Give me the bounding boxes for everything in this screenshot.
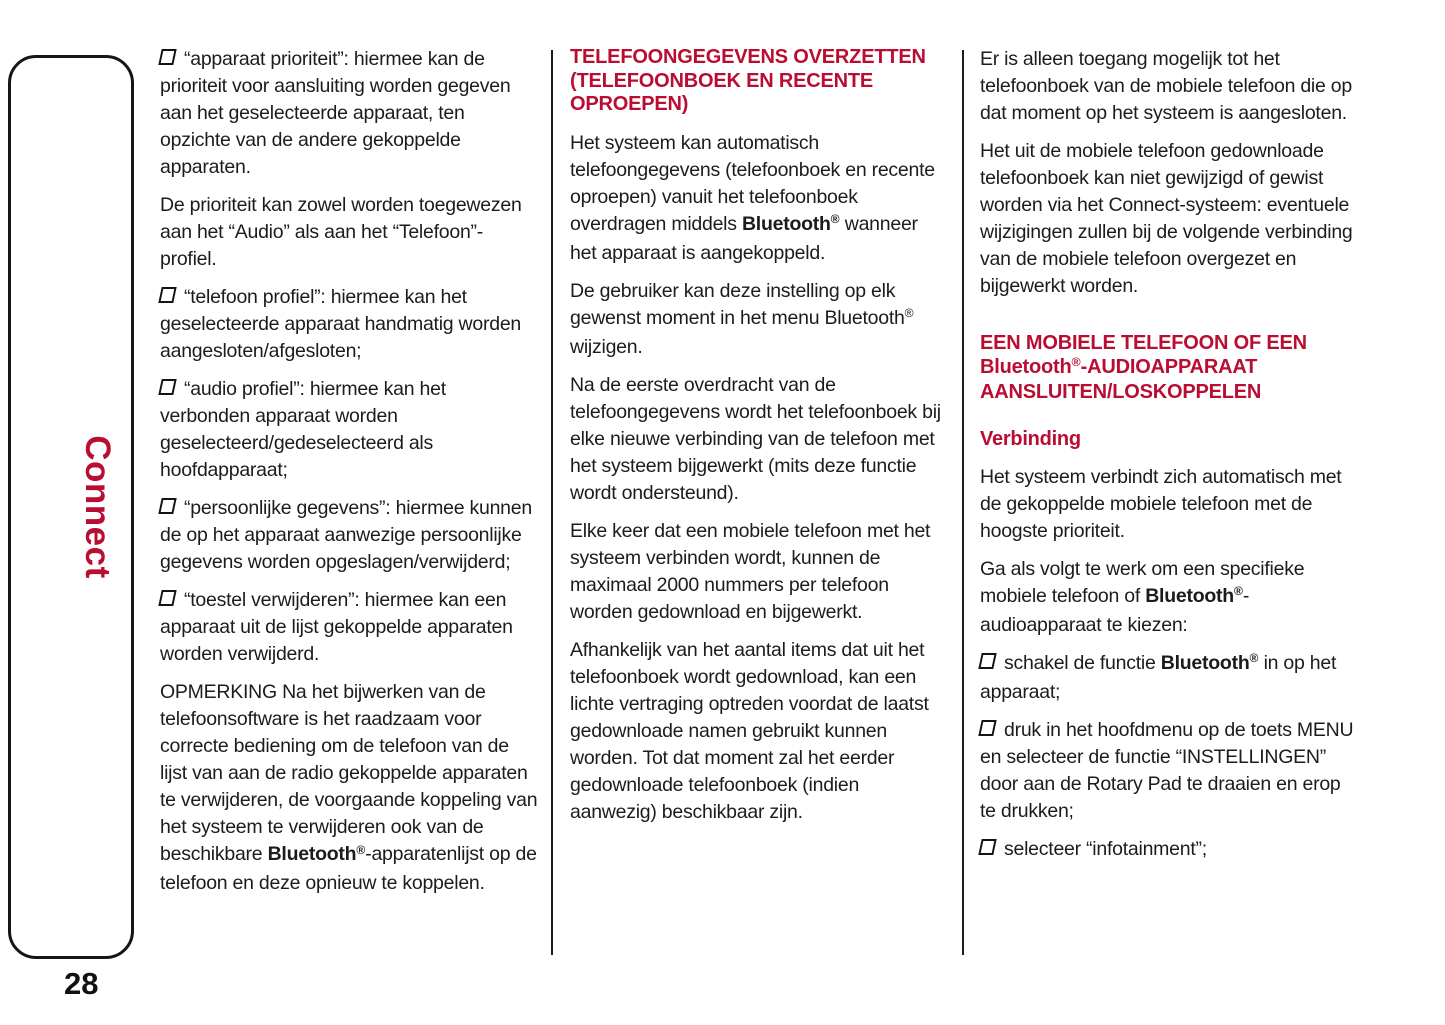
text-segment: Bluetooth (267, 843, 357, 865)
paragraph (160, 192, 538, 273)
text-segment: “telefoon profiel”: hiermee kan het geselecteerde apparaat handmatig worden aangesloten/afgesloten; (160, 286, 522, 362)
list-item (160, 46, 538, 181)
heading-line (570, 70, 948, 94)
text-segment: -audioapparaat te kiezen: (980, 584, 1250, 636)
list-bullet-icon (978, 839, 996, 855)
text-segment: Bluetooth (1160, 651, 1250, 674)
page-number: 28 (64, 966, 99, 1001)
text-segment: “persoonlijke gegevens”: hiermee kunnen de op het apparaat aanwezige persoonlijke gegevens worden opgeslagen/verwijderd; (160, 497, 532, 573)
text-segment: Het systeem verbindt zich automatisch met de gekoppelde mobiele telefoon met de hoogste prioriteit. (980, 465, 1342, 542)
section-heading (980, 332, 1360, 405)
text-segment: selecteer “infotainment”; (1004, 837, 1207, 860)
column-divider-1 (551, 50, 553, 955)
list-item (980, 650, 1360, 706)
heading-line (980, 356, 1360, 382)
text-segment: “apparaat prioriteit”: hiermee kan de prioriteit voor aansluiting worden gegeven aan het geselecteerde apparaat, ten opzichte van de andere gekoppelde apparaten. (160, 48, 511, 178)
text-segment: Bluetooth (1145, 584, 1234, 607)
text-segment: OPMERKING Na het bijwerken van de telefoonsoftware is het raadzaam voor correcte bediening om de telefoon van de lijst van aan de radio gekoppelde apparaten te verwijderen, de voorgaande koppeling van het systeem te verwijderen ook van de beschikbare (160, 681, 538, 865)
column-1 (160, 46, 538, 908)
text-segment: Na de eerste overdracht van de telefoongegevens wordt het telefoonboek bij elke nieuwe verbinding van de telefoon met het systeem bijgewerkt (mits deze functie wordt ondersteund). (570, 373, 941, 504)
text-segment: ® (904, 306, 914, 321)
text-segment: De gebruiker kan deze instelling op elk gewenst moment in het menu Bluetooth (570, 279, 905, 329)
column-2 (570, 46, 948, 837)
chapter-tab-label: Connect (78, 435, 117, 579)
paragraph (570, 130, 948, 267)
chapter-tab (8, 55, 134, 959)
list-item (160, 284, 538, 365)
list-item (980, 717, 1360, 825)
text-segment: Afhankelijk van het aantal items dat uit het telefoonboek wordt gedownload, kan een lichte vertraging optreden voordat de laatst gedownloade namen gebruikt kunnen worden. Tot dat moment zal het eerder gedownloade telefoonboek (indien aanwezig) beschikbaar zijn. (570, 638, 929, 823)
column-3 (980, 46, 1360, 874)
text-segment: druk in het hoofdmenu op de toets MENU en selecteer de functie “INSTELLINGEN” door aan de Rotary Pad te draaien en erop te drukken; (980, 718, 1354, 822)
text-segment: Het systeem kan automatisch telefoongegevens (telefoonboek en recente oproepen) vanuit het telefoonboek overdragen middels (570, 131, 935, 235)
text-segment: in op het apparaat; (980, 651, 1337, 703)
text-segment: “toestel verwijderen”: hiermee kan een apparaat uit de lijst gekoppelde apparaten worden verwijderd. (160, 589, 513, 665)
list-item (160, 587, 538, 668)
text-segment: Er is alleen toegang mogelijk tot het telefoonboek van de mobiele telefoon die op dat moment op het systeem is aangesloten. (980, 48, 1352, 124)
list-bullet-icon (158, 287, 176, 303)
list-item (980, 836, 1360, 863)
paragraph (980, 46, 1360, 127)
text-segment: -apparatenlijst op de telefoon en deze opnieuw te koppelen. (160, 843, 537, 894)
text-segment: Verbinding (980, 427, 1081, 450)
section-heading (570, 46, 948, 117)
paragraph (980, 464, 1360, 545)
text-segment: Bluetooth (741, 212, 831, 235)
sub-heading (980, 427, 1360, 451)
text-segment: -AUDIOAPPARAAT (1080, 355, 1258, 378)
text-segment: Ga als volgt te werk om een specifieke mobiele telefoon of (980, 557, 1305, 607)
paragraph (160, 679, 538, 897)
text-segment: ® (1071, 355, 1081, 370)
list-bullet-icon (158, 49, 176, 65)
column-divider-2 (962, 50, 964, 955)
heading-line (980, 332, 1360, 356)
text-segment: AANSLUITEN/LOSKOPPELEN (980, 381, 1262, 403)
text-segment: EEN MOBIELE TELEFOON OF EEN (980, 332, 1307, 354)
text-segment: wijzigen. (570, 335, 643, 358)
text-segment: OPROEPEN) (570, 93, 689, 115)
list-item (160, 376, 538, 484)
text-segment: Het uit de mobiele telefoon gedownloade telefoonboek kan niet gewijzigd of gewist worden via het Connect-systeem: eventuele wijzigingen zullen bij de volgende verbinding van de mobiele telefoon overgezet en bijgewerkt worden. (980, 140, 1353, 297)
paragraph (570, 278, 948, 361)
text-segment: De prioriteit kan zowel worden toegewezen aan het “Audio” als aan het “Telefoon”-profiel. (160, 194, 522, 270)
text-segment: Elke keer dat een mobiele telefoon met het systeem verbinden wordt, kunnen de maximaal 2000 nummers per telefoon worden gedownload en bijgewerkt. (570, 519, 931, 623)
text-segment: ® (356, 842, 366, 857)
text-segment: “audio profiel”: hiermee kan het verbonden apparaat worden geselecteerd/gedeselecteerd als hoofdapparaat; (160, 378, 446, 481)
paragraph (570, 372, 948, 507)
text-segment: ® (1249, 651, 1259, 666)
heading-line (570, 46, 948, 70)
heading-line (980, 381, 1360, 405)
heading-line (570, 93, 948, 117)
list-bullet-icon (158, 379, 176, 395)
paragraph (570, 637, 948, 826)
text-segment: ® (1233, 584, 1243, 599)
text-segment: ® (830, 212, 840, 227)
list-bullet-icon (158, 498, 176, 514)
paragraph (980, 556, 1360, 639)
text-segment: schakel de functie (1004, 651, 1161, 674)
list-item (160, 495, 538, 576)
text-segment: wanneer het apparaat is aangekoppeld. (570, 212, 918, 264)
list-bullet-icon (158, 590, 176, 606)
paragraph (980, 138, 1360, 300)
text-segment: Bluetooth (980, 355, 1072, 378)
text-segment: (TELEFOONBOEK EN RECENTE (570, 69, 873, 92)
text-segment: TELEFOONGEGEVENS OVERZETTEN (570, 46, 926, 68)
paragraph (570, 518, 948, 626)
list-bullet-icon (978, 653, 996, 669)
list-bullet-icon (978, 720, 996, 736)
